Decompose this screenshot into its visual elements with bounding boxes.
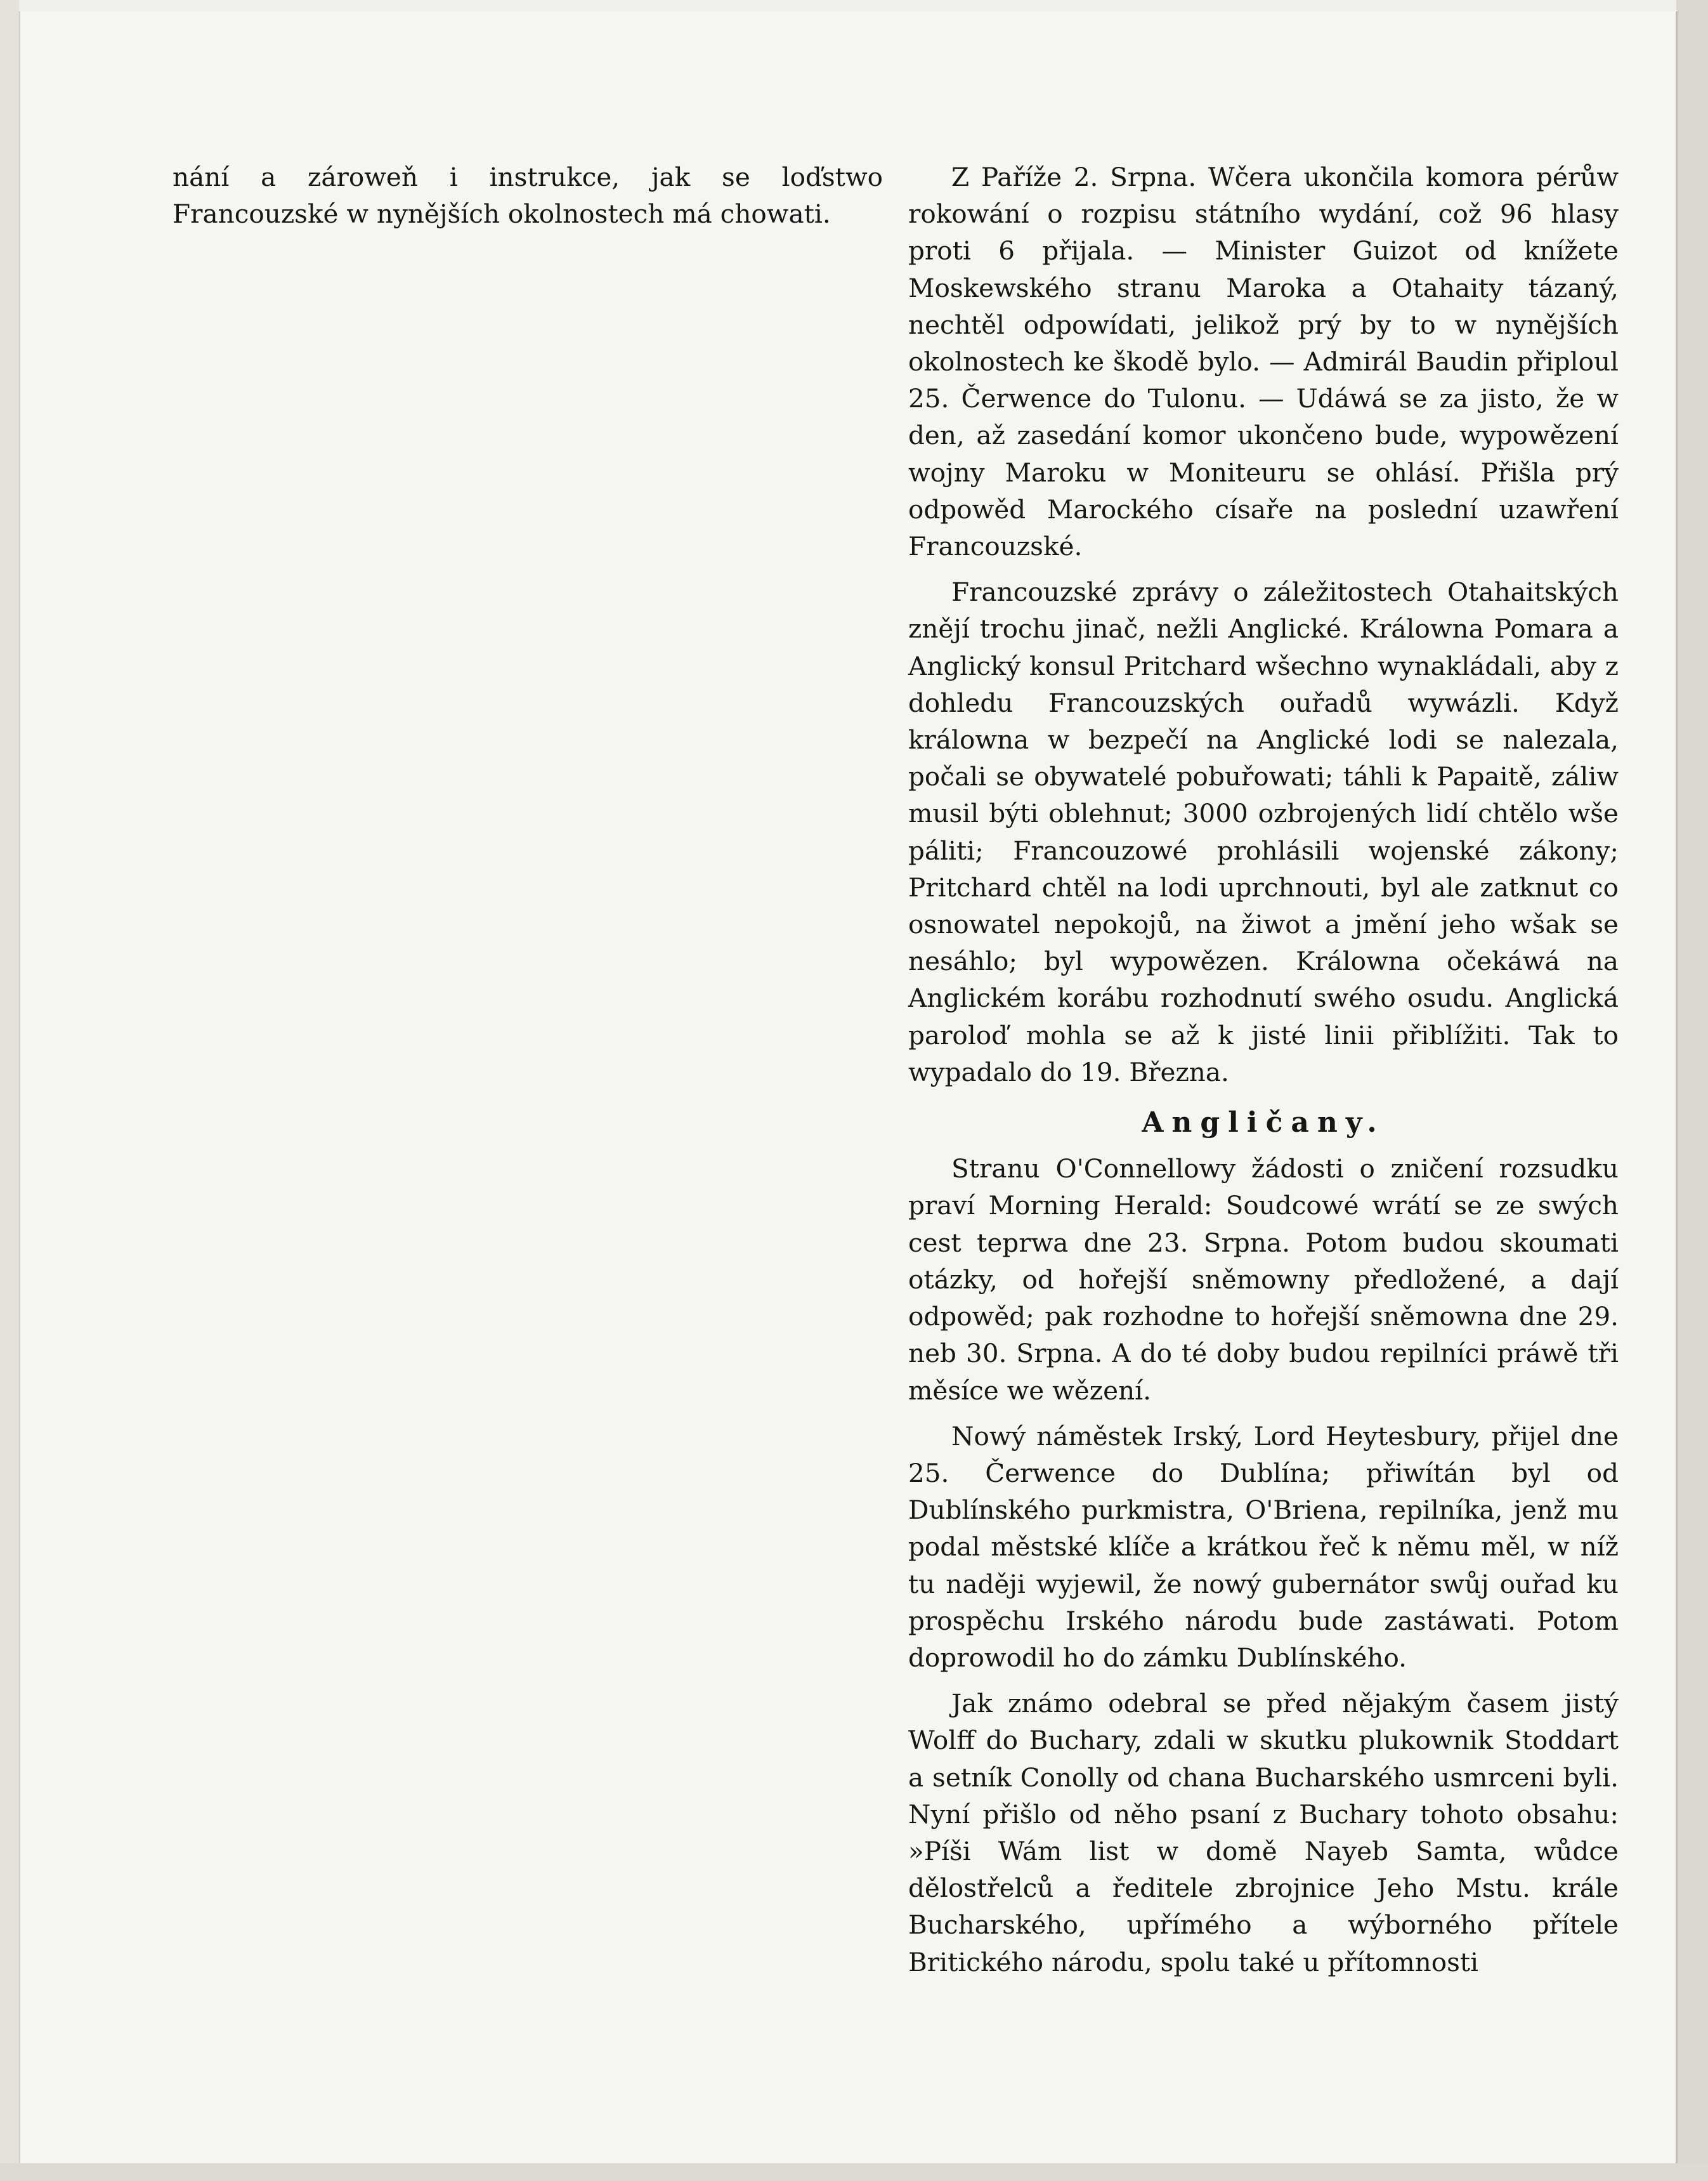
scan-edge-left <box>0 0 19 2181</box>
right-column <box>908 159 1619 1981</box>
left-column <box>173 159 883 232</box>
oconnell-news-paragraph: Stranu O'Connellowy žádosti o zničení rozsudku praví Morning Herald: Soudcowé wrátí se ze swých cest teprwa dne 23. Srpna. Potom budou skoumati otázky, od hořejší sněmowny předložené, a dají odpowěd; pak rozhodne to hořejší sněmowna dne 29. neb 30. Srpna. A do té doby budou repilníci práwě tři měsíce we wězení. <box>908 1153 1619 1406</box>
scan-edge-bottom <box>0 2163 1708 2181</box>
section-heading-anglicany: Angličany. <box>1142 1106 1385 1139</box>
left-column-text: nání a zároweň i instrukce, jak se loďstwo Francouzské w nynějších okolnostech má chowati. <box>173 162 883 230</box>
otahaiti-news-paragraph: Francouzské zprávy o záležitostech Otahaitských znějí trochu jinač, nežli Anglické. Králowna Pomara a Anglický konsul Pritchard wšechno wynakládali, aby z dohledu Francouzských ouřadů wywázli. Když králowna w bezpečí na Anglické lodi se nalezala, počali se obywatelé pobuřowati; táhli k Papaitě, záliw musil býti oblehnut; 3000 ozbrojených lidí chtělo wše páliti; Francouzowé prohlásili wojenské zákony; Pritchard chtěl na lodi uprchnouti, byl ale zatknut co osnowatel nepokojů, na žiwot a jmění jeho wšak se nesáhlo; byl wypowězen. Králowna očekáwá na Anglickém korábu rozhodnutí swého osudu. Anglická paroloď mohla se až k jisté linii přiblížiti. Tak to wypadalo do 19. Března. <box>908 577 1619 1087</box>
scan-edge-right <box>1676 0 1708 2181</box>
buchara-news-paragraph: Jak známo odebral se před nějakým časem jistý Wolff do Buchary, zdali w skutku plukownik Stoddart a setník Conolly od chana Bucharského usmrceni byli. Nyní přišlo od něho psaní z Buchary tohoto obsahu: »Píši Wám list w domě Nayeb Samta, wůdce dělostřelců a ředitele zbrojnice Jeho Mstu. krále Bucharského, upřímého a wýborného přítele Britického národu, spolu také u přítomnosti <box>908 1688 1619 1977</box>
paris-news-paragraph: Z Paříže 2. Srpna. Wčera ukončila komora pérůw rokowání o rozpisu státního wydání, což 96 hlasy proti 6 přijala. — Minister Guizot od knížete Moskewského stranu Maroka a Otahaity tázaný, nechtěl odpowídati, jelikož prý by to w nynějších okolnostech ke škodě bylo. — Admirál Baudin připloul 25. Čerwence do Tulonu. — Udáwá se za jisto, že w den, až zasedání komor ukončeno bude, wypowězení wojny Maroku w Moniteuru se ohlásí. Přišla prý odpowěd Marockého císaře na poslední uzawření Francouzské. <box>908 162 1619 562</box>
newspaper-page <box>19 11 1678 2163</box>
heytesbury-news-paragraph: Nowý náměstek Irský, Lord Heytesbury, přijel dne 25. Čerwence do Dublína; přiwítán byl od Dublínského purkmistra, O'Briena, repilníka, jenž mu podal městské klíče a krátkou řeč k němu měl, w níž tu naději wyjewil, že nowý gubernátor swůj ouřad ku prospěchu Irského národu bude zastáwati. Potom doprowodil ho do zámku Dublínského. <box>908 1420 1619 1673</box>
